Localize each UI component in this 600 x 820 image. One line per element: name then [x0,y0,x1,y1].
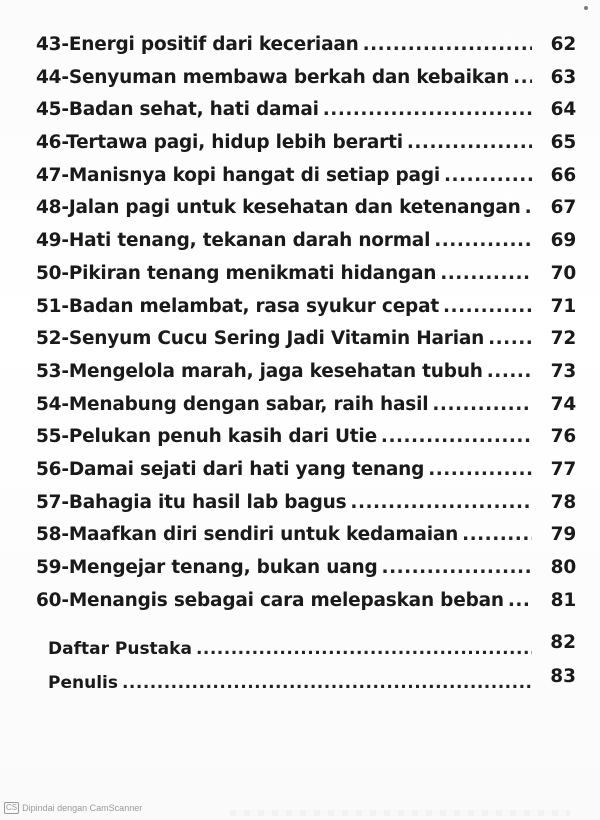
back-matter-row [48,666,576,706]
toc-page-number: 80 [550,557,576,578]
toc-row [36,394,576,427]
toc-page-number: 65 [550,132,576,154]
toc-title: 52-Senyum Cucu Sering Jadi Vitamin Harian [36,328,485,350]
toc-row [36,328,576,361]
toc-row [36,34,576,67]
toc-row [36,296,576,329]
toc-page-number: 67 [550,197,576,219]
back-matter-title: Daftar Pustaka [48,639,192,659]
toc-page-number: 77 [550,458,576,480]
scan-dot [584,6,588,10]
toc-row [36,67,576,100]
toc-title: 50-Pikiran tenang menikmati hidangan [36,262,437,284]
toc-leader-dots [488,328,532,349]
toc-leader-dots [462,524,532,545]
toc-row [36,197,576,230]
toc-title: 57-Bahagia itu hasil lab bagus [36,491,347,513]
toc-leader-dots [434,230,532,251]
toc-title: 56-Damai sejati dari hati yang tenang [36,458,425,480]
toc-leader-dots [350,492,532,513]
toc-leader-dots [443,296,532,317]
toc-title: 45-Badan sehat, hati damai [36,99,319,121]
toc-leader-dots [444,165,532,186]
back-matter-row [48,632,576,672]
toc-page-number: 70 [550,262,576,284]
toc-leader-dots [323,99,532,120]
toc-title: 53-Mengelola marah, jaga kesehatan tubuh [36,360,483,382]
toc-row [36,524,576,557]
toc-page-number: 71 [550,295,576,317]
toc-title: 54-Menabung dengan sabar, raih hasil [36,393,429,415]
scanner-watermark [4,802,142,814]
toc-leader-dots [508,590,532,611]
toc-page-number: 72 [550,328,576,350]
toc-page-number: 78 [550,491,576,513]
toc-leader-dots [428,459,532,480]
toc-page-number: 62 [550,34,576,55]
toc-row [36,590,576,623]
toc-title: 48-Jalan pagi untuk kesehatan dan ketenangan [36,197,521,219]
back-matter-title: Penulis [48,673,118,693]
toc-page-number: 63 [550,66,576,88]
toc-leader-dots [513,67,532,88]
toc-title: 55-Pelukan penuh kasih dari Utie [36,426,377,448]
toc-page-number: 69 [550,230,576,252]
toc-page-number: 81 [550,589,576,611]
toc-row [36,426,576,459]
toc-page-number: 64 [550,99,576,121]
toc-page-number: 73 [550,360,576,382]
toc-leader-dots [407,132,532,153]
toc-row [36,165,576,198]
toc-leader-dots [381,426,532,447]
toc-page-number: 74 [550,393,576,415]
back-matter-leader-dots [122,673,532,693]
toc-title: 43-Energi positif dari keceriaan [36,34,359,55]
toc-leader-dots [487,361,532,382]
page-bleed-through [230,810,570,816]
toc-row [36,361,576,394]
toc-leader-dots [440,263,532,284]
toc-title: 47-Manisnya kopi hangat di setiap pagi [36,164,441,186]
camscanner-logo-icon: CS [6,803,18,812]
toc-title: 46-Tertawa pagi, hidup lebih berarti [36,132,403,154]
toc-title: 51-Badan melambat, rasa syukur cepat [36,295,440,317]
toc-leader-dots [363,34,532,55]
toc-leader-dots [382,557,532,578]
back-matter-page-number: 82 [550,632,576,653]
table-of-contents [36,34,576,622]
scanner-watermark-text: Dipindai dengan CamScanner [22,803,143,813]
toc-title: 44-Senyuman membawa berkah dan kebaikan [36,66,510,88]
toc-leader-dots [432,394,532,415]
toc-leader-dots [525,197,532,218]
toc-row [36,492,576,525]
toc-row [36,557,576,590]
toc-title: 58-Maafkan diri sendiri untuk kedamaian [36,524,459,546]
toc-title: 49-Hati tenang, tekanan darah normal [36,230,431,252]
toc-page-number: 66 [550,164,576,186]
toc-row [36,230,576,263]
toc-title: 59-Mengejar tenang, bukan uang [36,557,378,578]
back-matter-leader-dots [196,639,532,659]
toc-row [36,263,576,296]
toc-row [36,459,576,492]
back-matter-page-number: 83 [550,666,576,687]
back-matter-list [48,632,576,706]
toc-page-number: 79 [550,524,576,546]
toc-title: 60-Menangis sebagai cara melepaskan beban [36,589,504,611]
toc-row [36,99,576,132]
toc-row [36,132,576,165]
toc-page-number: 76 [550,426,576,448]
